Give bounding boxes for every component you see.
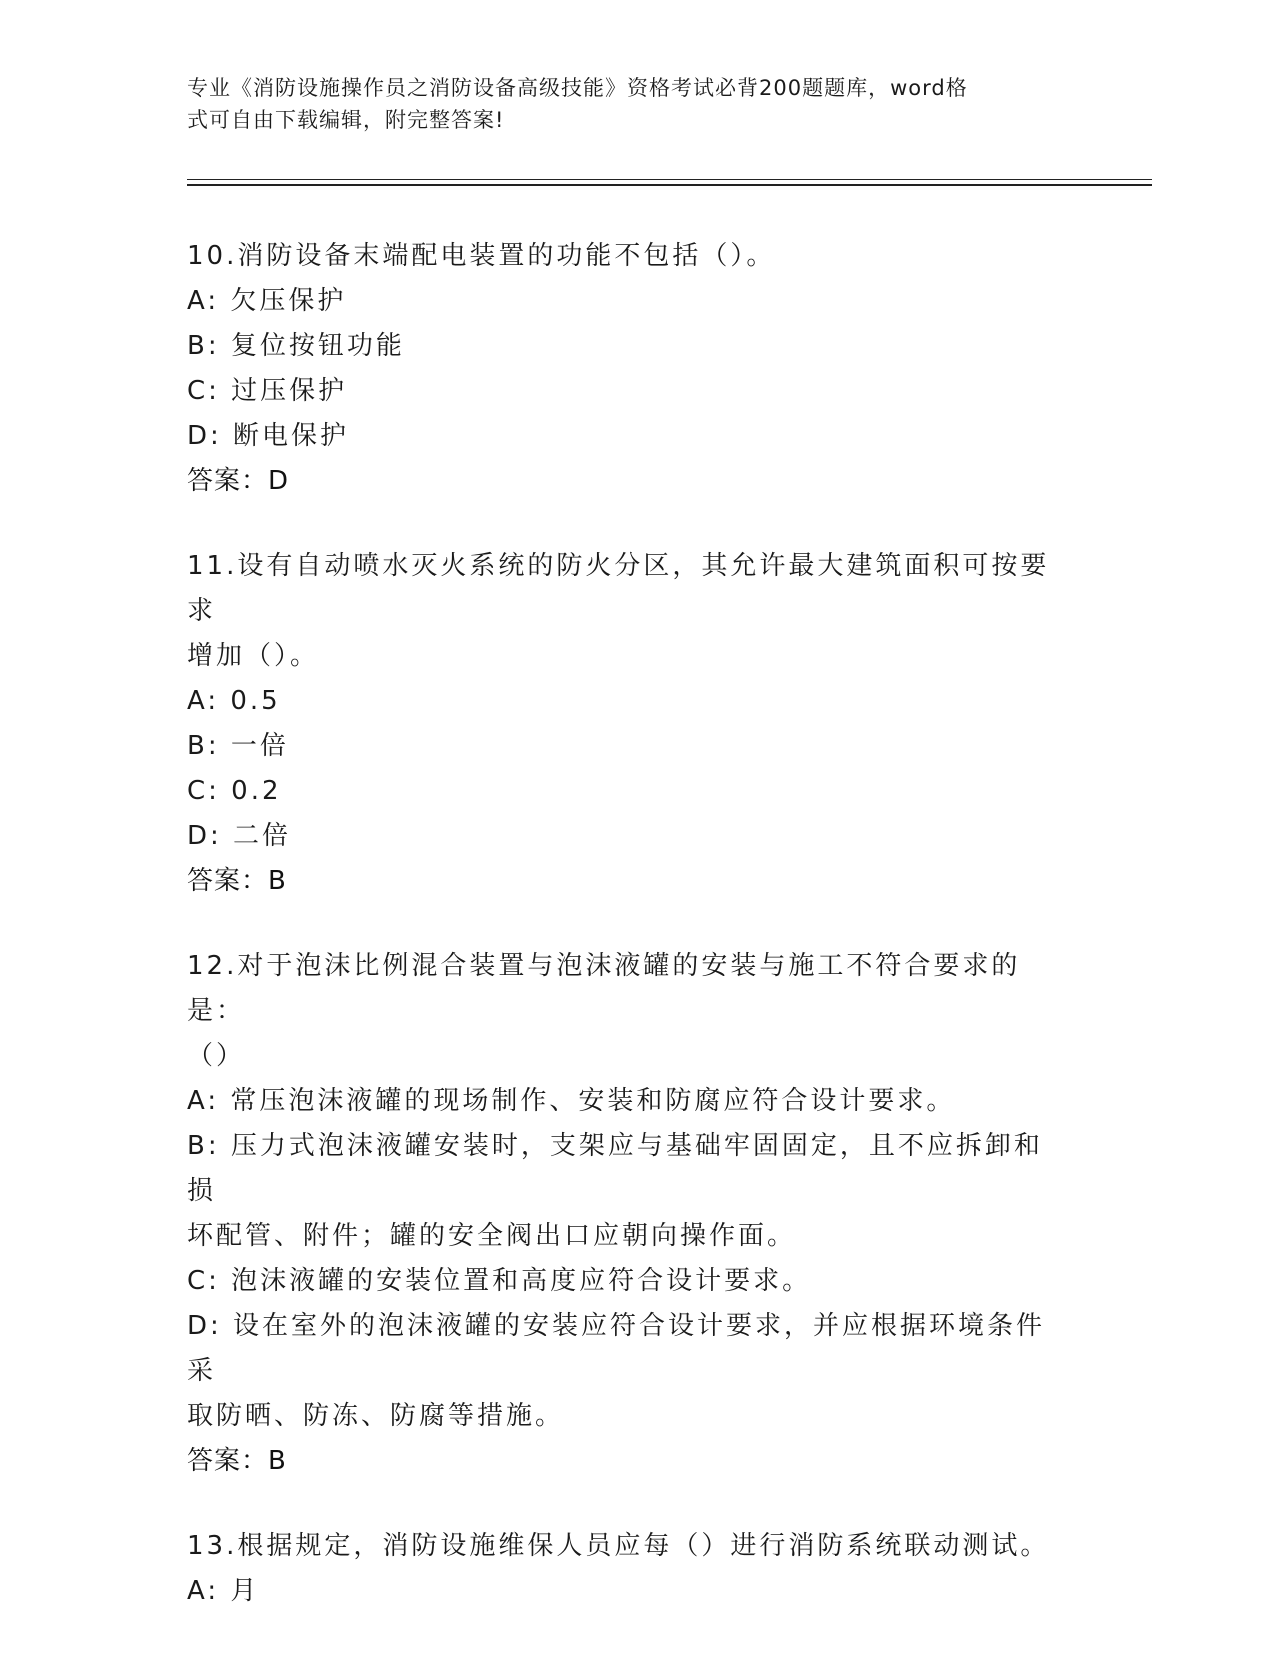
question-11 — [187, 544, 1067, 904]
option-d: D: 断电保护 — [187, 421, 350, 451]
option-d-continued: 取防晒、防冻、防腐等措施。 — [187, 1401, 565, 1431]
question-text-continued: 增加（）。 — [187, 641, 320, 671]
question-list — [187, 234, 1067, 1654]
option-c: C: 0.2 — [187, 776, 282, 806]
option-b: B: 复位按钮功能 — [187, 331, 405, 361]
question-text: 11.设有自动喷水灭火系统的防火分区，其允许最大建筑面积可按要求 — [187, 551, 1050, 626]
question-10 — [187, 234, 1067, 504]
option-d: D: 二倍 — [187, 821, 292, 851]
option-b: B: 一倍 — [187, 731, 289, 761]
option-d: D: 设在室外的泡沫液罐的安装应符合设计要求，并应根据环境条件采 — [187, 1311, 1046, 1386]
option-b: B: 压力式泡沫液罐安装时，支架应与基础牢固固定，且不应拆卸和损 — [187, 1131, 1043, 1206]
option-a: A: 常压泡沫液罐的现场制作、安装和防腐应符合设计要求。 — [187, 1086, 956, 1116]
header-divider-thick — [187, 184, 1152, 186]
option-c: C: 泡沫液罐的安装位置和高度应符合设计要求。 — [187, 1266, 812, 1296]
option-b-continued: 坏配管、附件；罐的安全阀出口应朝向操作面。 — [187, 1221, 797, 1251]
question-text: 10.消防设备末端配电装置的功能不包括（）。 — [187, 241, 776, 271]
option-a: A: 欠压保护 — [187, 286, 347, 316]
option-a: A: 月 — [187, 1576, 260, 1606]
question-text-continued: （） — [187, 1041, 246, 1071]
question-12 — [187, 944, 1067, 1484]
answer: 答案：B — [187, 1446, 287, 1476]
question-text: 13.根据规定，消防设施维保人员应每（）进行消防系统联动测试。 — [187, 1531, 1050, 1561]
header-line-2: 式可自由下载编辑，附完整答案! — [187, 108, 505, 132]
question-13 — [187, 1524, 1067, 1614]
answer: 答案：B — [187, 866, 287, 896]
answer: 答案：D — [187, 466, 290, 496]
option-a: A: 0.5 — [187, 686, 281, 716]
document-header — [187, 72, 1067, 136]
header-divider-thin — [187, 179, 1152, 180]
option-c: C: 过压保护 — [187, 376, 348, 406]
header-line-1: 专业《消防设施操作员之消防设备高级技能》资格考试必背200题题库，word格 — [187, 76, 968, 100]
question-text: 12.对于泡沫比例混合装置与泡沫液罐的安装与施工不符合要求的是： — [187, 951, 1021, 1026]
